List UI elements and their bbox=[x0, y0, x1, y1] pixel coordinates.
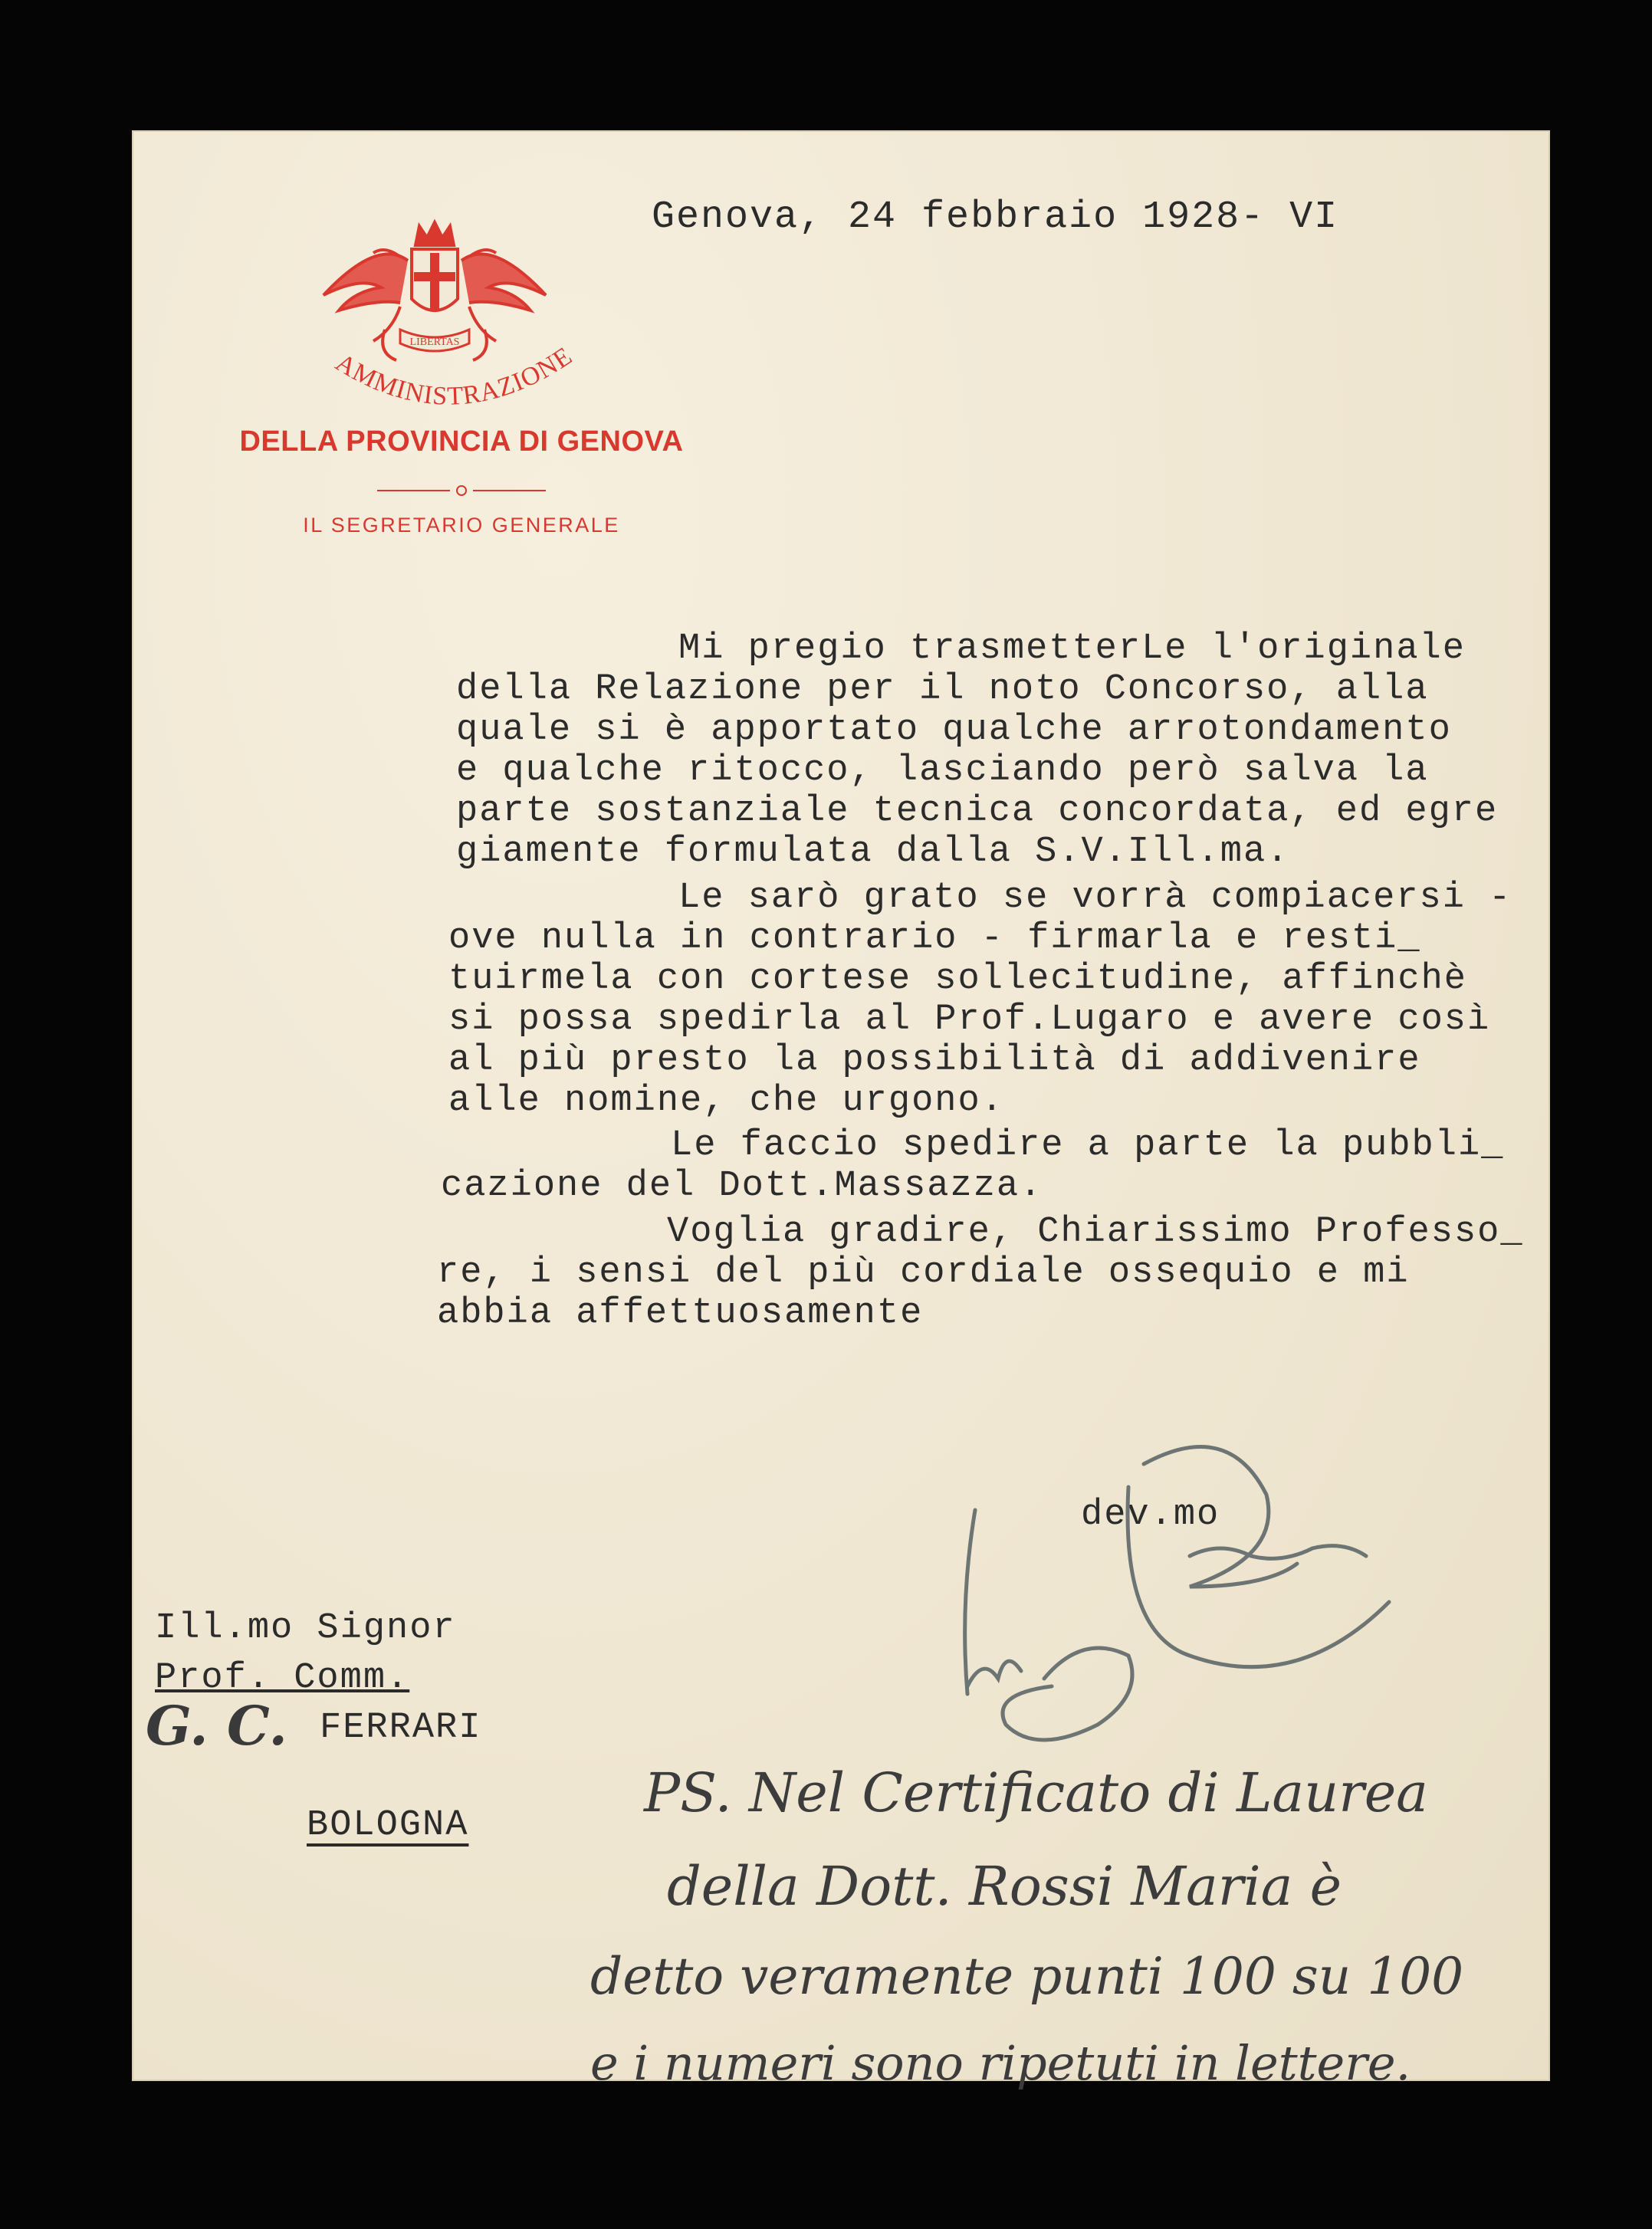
letterhead-title: DELLA PROVINCIA DI GENOVA bbox=[239, 425, 684, 458]
date-line: Genova, 24 febbraio 1928- VI bbox=[652, 195, 1339, 239]
body-line: Le faccio spedire a parte la pubbli_ bbox=[671, 1125, 1505, 1166]
svg-text:AMMINISTRAZIONE: AMMINISTRAZIONE bbox=[330, 341, 578, 411]
addressee-city: BOLOGNA bbox=[307, 1805, 469, 1846]
addressee-line1: Ill.mo Signor bbox=[155, 1608, 456, 1649]
body-line: re, i sensi del più cordiale ossequio e mi bbox=[437, 1252, 1410, 1293]
body-line: Voglia gradire, Chiarissimo Professo_ bbox=[667, 1212, 1524, 1252]
body-line: Le sarò grato se vorrà compiacersi - bbox=[678, 878, 1512, 918]
body-line: Mi pregio trasmetterLe l'originale bbox=[678, 629, 1466, 669]
addressee-line2: Prof. Comm. bbox=[155, 1658, 410, 1699]
letterhead-ornament bbox=[331, 479, 592, 502]
body-line: si possa spedirla al Prof.Lugaro e avere così bbox=[448, 1000, 1491, 1040]
handwritten-signature bbox=[868, 1403, 1404, 1755]
body-line: abbia affettuosamente bbox=[437, 1293, 924, 1334]
body-line: al più presto la possibilità di addivenire bbox=[448, 1040, 1421, 1081]
body-line: e qualche ritocco, lasciando però salva la bbox=[456, 750, 1429, 791]
postscript-line: PS. Nel Certificato di Laurea bbox=[644, 1761, 1428, 1824]
letter-sheet bbox=[132, 130, 1550, 2091]
body-line: tuirmela con cortese sollecitudine, affinchè bbox=[448, 959, 1468, 1000]
body-line: quale si è apportato qualche arrotondamento bbox=[456, 710, 1452, 750]
closing-text: dev.mo bbox=[1081, 1495, 1220, 1535]
body-line: alle nomine, che urgono. bbox=[448, 1081, 1004, 1121]
body-line: ove nulla in contrario - firmarla e resti_ bbox=[448, 918, 1421, 959]
body-line: della Relazione per il noto Concorso, alla bbox=[456, 669, 1429, 710]
body-line: giamente formulata dalla S.V.Ill.ma. bbox=[456, 832, 1290, 872]
body-line: cazione del Dott.Massazza. bbox=[441, 1166, 1043, 1206]
postscript-line: della Dott. Rossi Maria è bbox=[667, 1855, 1342, 1918]
postscript-line: detto veramente punti 100 su 100 bbox=[590, 1947, 1464, 2006]
postscript-line: e i numeri sono ripetuti in lettere. bbox=[590, 2035, 1411, 2091]
letterhead-subtitle: IL SEGRETARIO GENERALE bbox=[303, 514, 620, 537]
body-line: parte sostanziale tecnica concordata, ed egre bbox=[456, 791, 1499, 832]
addressee-initials: G. C. bbox=[146, 1694, 287, 1758]
crest-ribbon-text: LIBERTAS bbox=[409, 336, 460, 348]
addressee-name: FERRARI bbox=[320, 1708, 482, 1748]
